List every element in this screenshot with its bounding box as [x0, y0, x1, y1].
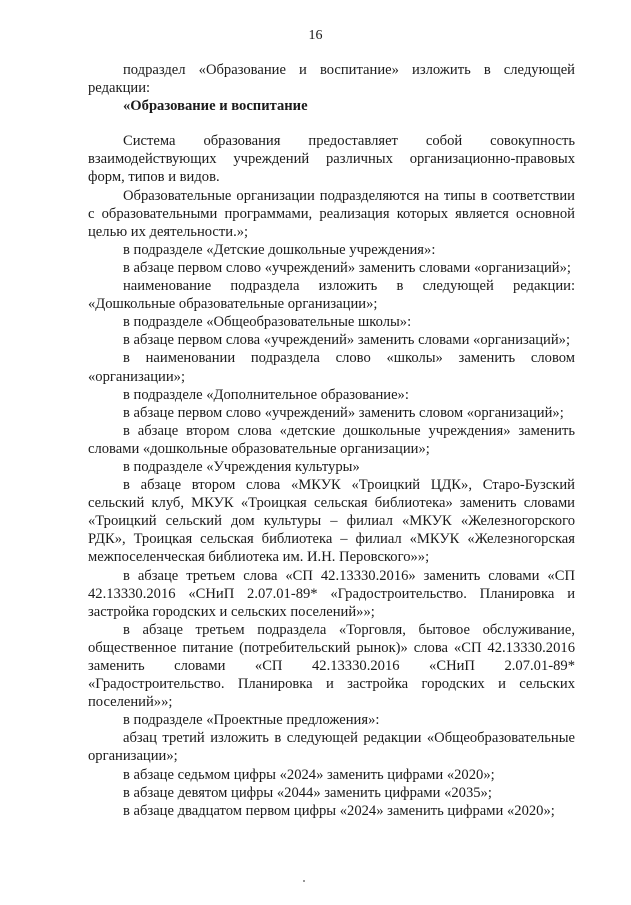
- paragraph: в абзаце двадцатом первом цифры «2024» заменить цифрами «2020»;: [123, 802, 555, 819]
- paragraph: в абзаце третьем слова «СП 42.13330.2016» заменить словами «СП 42.13330.2016 «СНиП 2.07.01-89* «Градостроительство. Планировка и застройка городских и сельских поселений»»;: [88, 567, 575, 620]
- page-number: 16: [308, 28, 323, 43]
- paragraph: наименование подраздела изложить в следующей редакции: «Дошкольные образовательные организации»;: [88, 278, 575, 313]
- paragraph: в абзаце первом слово «учреждений» заменить словом «организаций»;: [123, 404, 564, 421]
- document-body: [88, 61, 575, 820]
- paragraph: в абзаце втором слова «МКУК «Троицкий ЦДК», Старо-Бузский сельский клуб, МКУК «Троицкая сельская библиотека» заменить словами «Троицкий сельский дом культуры – филиал «МКУК «Железногорского РДК», Троицкая сельская библиотека – филиал «МКУК «Железногорская межпоселенческая библиотека им. И.Н. Перовского»»;: [88, 477, 575, 566]
- paragraph: абзац третий изложить в следующей редакции «Общеобразовательные организации»;: [88, 730, 575, 765]
- paragraph: в абзаце девятом цифры «2044» заменить цифрами «2035»;: [123, 784, 492, 801]
- paragraph: Образовательные организации подразделяются на типы в соответствии с образовательными программами, реализация которых является основной целью их деятельности.»;: [88, 187, 575, 240]
- paragraph: в подразделе «Дополнительное образование»:: [123, 386, 409, 403]
- paragraph: в подразделе «Проектные предложения»:: [123, 712, 380, 729]
- paragraph: в наименовании подраздела слово «школы» заменить словом «организации»;: [88, 350, 575, 385]
- paragraph: в абзаце третьем подраздела «Торговля, бытовое обслуживание, общественное питание (потребительский рынок)» слова «СП 42.13330.2016 заменить словами «СП 42.13330.2016 «СНиП 2.07.01-89* «Градостроительство. Планировка и застройка городских и сельских поселений»»;: [88, 621, 575, 711]
- paragraph-gap: [88, 115, 575, 132]
- paragraph: в абзаце первом слово «учреждений» заменить словами «организаций»;: [123, 259, 571, 276]
- paragraph: в подразделе «Детские дошкольные учреждения»:: [123, 241, 436, 258]
- section-heading: «Образование и воспитание: [123, 98, 308, 115]
- paragraph: в подразделе «Учреждения культуры»: [123, 458, 360, 475]
- paragraph: в абзаце седьмом цифры «2024» заменить цифрами «2020»;: [123, 766, 495, 783]
- intro-paragraph: подраздел «Образование и воспитание» изложить в следующей редакции:: [88, 62, 575, 97]
- paragraph: в абзаце первом слова «учреждений» заменить словами «организаций»;: [123, 332, 571, 349]
- paragraph: Система образования предоставляет собой совокупность взаимодействующих учреждений различных организационно-правовых форм, типов и видов.: [88, 133, 575, 186]
- paragraph: в абзаце втором слова «детские дошкольные учреждения» заменить словами «дошкольные образовательные организации»;: [88, 422, 575, 457]
- scan-speck: [303, 880, 305, 882]
- paragraph: в подразделе «Общеобразовательные школы»:: [123, 314, 412, 331]
